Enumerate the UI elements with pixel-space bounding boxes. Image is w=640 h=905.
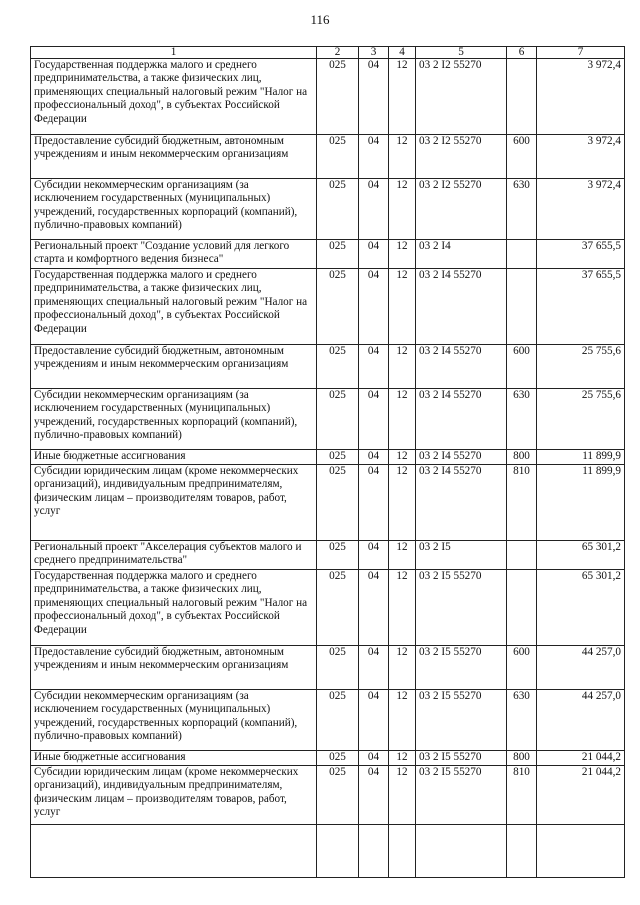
empty-cell — [317, 825, 359, 878]
table-row — [31, 751, 625, 766]
row-amount: 3 972,4 — [537, 59, 625, 135]
table-row — [31, 389, 625, 450]
page-number: 116 — [310, 12, 330, 27]
row-target-article: 03 2 I4 55270 — [416, 450, 507, 465]
empty-cell — [416, 825, 507, 878]
table-row — [31, 766, 625, 825]
row-code-ministry: 025 — [317, 450, 359, 465]
table-row — [31, 240, 625, 269]
row-name: Государственная поддержка малого и среднего предпринимательства, а также физических лиц, применяющих специальный налоговый режим "Налог на профессиональный доход", в субъектах Российской Федерации — [31, 570, 317, 646]
table-row — [31, 179, 625, 240]
row-name: Субсидии некоммерческим организациям (за исключением государственных (муниципальных) учреждений, государственных корпораций (компаний), публично-правовых компаний) — [31, 389, 317, 450]
row-expense-type — [507, 240, 537, 269]
table-row — [31, 646, 625, 690]
row-section: 04 — [359, 766, 389, 825]
row-subsection: 12 — [389, 240, 416, 269]
row-expense-type: 630 — [507, 389, 537, 450]
empty-cell — [507, 825, 537, 878]
row-target-article: 03 2 I4 55270 — [416, 389, 507, 450]
row-subsection: 12 — [389, 690, 416, 751]
row-section: 04 — [359, 465, 389, 541]
row-subsection: 12 — [389, 646, 416, 690]
row-target-article: 03 2 I4 55270 — [416, 345, 507, 389]
row-section: 04 — [359, 389, 389, 450]
row-section: 04 — [359, 646, 389, 690]
row-section: 04 — [359, 690, 389, 751]
row-subsection: 12 — [389, 541, 416, 570]
table-row — [31, 450, 625, 465]
row-name: Иные бюджетные ассигнования — [31, 450, 317, 465]
row-amount: 37 655,5 — [537, 240, 625, 269]
row-target-article: 03 2 I5 55270 — [416, 766, 507, 825]
table-row — [31, 345, 625, 389]
row-code-ministry: 025 — [317, 389, 359, 450]
row-section: 04 — [359, 179, 389, 240]
row-expense-type — [507, 570, 537, 646]
row-expense-type: 630 — [507, 179, 537, 240]
row-name: Государственная поддержка малого и среднего предпринимательства, а также физических лиц, применяющих специальный налоговый режим "Налог на профессиональный доход", в субъектах Российской Федерации — [31, 269, 317, 345]
row-expense-type: 800 — [507, 450, 537, 465]
row-amount: 25 755,6 — [537, 345, 625, 389]
row-code-ministry: 025 — [317, 135, 359, 179]
row-code-ministry: 025 — [317, 766, 359, 825]
row-code-ministry: 025 — [317, 690, 359, 751]
row-expense-type: 600 — [507, 646, 537, 690]
row-section: 04 — [359, 450, 389, 465]
row-section: 04 — [359, 269, 389, 345]
row-expense-type: 810 — [507, 465, 537, 541]
row-section: 04 — [359, 570, 389, 646]
row-amount: 11 899,9 — [537, 465, 625, 541]
row-expense-type — [507, 59, 537, 135]
row-name: Региональный проект "Акселерация субъектов малого и среднего предпринимательства" — [31, 541, 317, 570]
row-name: Государственная поддержка малого и среднего предпринимательства, а также физических лиц, применяющих специальный налоговый режим "Налог на профессиональный доход", в субъектах Российской Федерации — [31, 59, 317, 135]
header-col-7: 7 — [537, 47, 625, 59]
row-amount: 11 899,9 — [537, 450, 625, 465]
row-code-ministry: 025 — [317, 646, 359, 690]
row-code-ministry: 025 — [317, 269, 359, 345]
row-section: 04 — [359, 751, 389, 766]
row-target-article: 03 2 I2 55270 — [416, 179, 507, 240]
header-col-5: 5 — [416, 47, 507, 59]
row-target-article: 03 2 I2 55270 — [416, 135, 507, 179]
row-name: Субсидии некоммерческим организациям (за исключением государственных (муниципальных) учреждений, государственных корпораций (компаний), публично-правовых компаний) — [31, 690, 317, 751]
row-subsection: 12 — [389, 570, 416, 646]
row-name: Предоставление субсидий бюджетным, автономным учреждениям и иным некоммерческим организациям — [31, 646, 317, 690]
row-amount: 65 301,2 — [537, 570, 625, 646]
row-expense-type — [507, 269, 537, 345]
row-section: 04 — [359, 135, 389, 179]
row-subsection: 12 — [389, 751, 416, 766]
row-name: Предоставление субсидий бюджетным, автономным учреждениям и иным некоммерческим организациям — [31, 345, 317, 389]
row-target-article: 03 2 I4 55270 — [416, 465, 507, 541]
row-subsection: 12 — [389, 450, 416, 465]
row-target-article: 03 2 I5 55270 — [416, 570, 507, 646]
row-section: 04 — [359, 59, 389, 135]
row-expense-type: 810 — [507, 766, 537, 825]
row-section: 04 — [359, 345, 389, 389]
header-col-2: 2 — [317, 47, 359, 59]
row-expense-type: 600 — [507, 135, 537, 179]
header-col-6: 6 — [507, 47, 537, 59]
row-code-ministry: 025 — [317, 179, 359, 240]
table-row — [31, 570, 625, 646]
row-name: Субсидии юридическим лицам (кроме некоммерческих организаций), индивидуальным предпринимателям, физическим лицам – производителям товаров, работ, услуг — [31, 465, 317, 541]
header-col-4: 4 — [389, 47, 416, 59]
row-code-ministry: 025 — [317, 465, 359, 541]
row-name: Иные бюджетные ассигнования — [31, 751, 317, 766]
row-subsection: 12 — [389, 465, 416, 541]
row-section: 04 — [359, 541, 389, 570]
row-name: Субсидии юридическим лицам (кроме некоммерческих организаций), индивидуальным предпринимателям, физическим лицам – производителям товаров, работ, услуг — [31, 766, 317, 825]
budget-table — [30, 46, 625, 878]
row-name: Субсидии некоммерческим организациям (за исключением государственных (муниципальных) учреждений, государственных корпораций (компаний), публично-правовых компаний) — [31, 179, 317, 240]
row-subsection: 12 — [389, 345, 416, 389]
row-subsection: 12 — [389, 269, 416, 345]
row-subsection: 12 — [389, 389, 416, 450]
row-subsection: 12 — [389, 766, 416, 825]
empty-cell — [389, 825, 416, 878]
row-code-ministry: 025 — [317, 570, 359, 646]
row-amount: 21 044,2 — [537, 766, 625, 825]
row-amount: 44 257,0 — [537, 646, 625, 690]
row-subsection: 12 — [389, 179, 416, 240]
row-code-ministry: 025 — [317, 345, 359, 389]
row-target-article: 03 2 I4 — [416, 240, 507, 269]
row-target-article: 03 2 I5 55270 — [416, 751, 507, 766]
row-expense-type: 600 — [507, 345, 537, 389]
row-amount: 3 972,4 — [537, 179, 625, 240]
row-subsection: 12 — [389, 135, 416, 179]
row-expense-type — [507, 541, 537, 570]
table-row — [31, 465, 625, 541]
row-amount: 25 755,6 — [537, 389, 625, 450]
row-code-ministry: 025 — [317, 59, 359, 135]
row-name: Региональный проект "Создание условий для легкого старта и комфортного ведения бизнеса" — [31, 240, 317, 269]
empty-cell — [31, 825, 317, 878]
row-amount: 37 655,5 — [537, 269, 625, 345]
row-code-ministry: 025 — [317, 541, 359, 570]
row-code-ministry: 025 — [317, 751, 359, 766]
row-target-article: 03 2 I2 55270 — [416, 59, 507, 135]
row-subsection: 12 — [389, 59, 416, 135]
row-expense-type: 800 — [507, 751, 537, 766]
row-amount: 65 301,2 — [537, 541, 625, 570]
table-row — [31, 135, 625, 179]
table-row-empty — [31, 825, 625, 878]
row-amount: 21 044,2 — [537, 751, 625, 766]
table-row — [31, 541, 625, 570]
header-col-1: 1 — [31, 47, 317, 59]
row-amount: 44 257,0 — [537, 690, 625, 751]
row-amount: 3 972,4 — [537, 135, 625, 179]
row-code-ministry: 025 — [317, 240, 359, 269]
header-row — [31, 47, 625, 59]
empty-cell — [537, 825, 625, 878]
row-name: Предоставление субсидий бюджетным, автономным учреждениям и иным некоммерческим организациям — [31, 135, 317, 179]
row-section: 04 — [359, 240, 389, 269]
table-row — [31, 690, 625, 751]
row-expense-type: 630 — [507, 690, 537, 751]
row-target-article: 03 2 I5 — [416, 541, 507, 570]
header-col-3: 3 — [359, 47, 389, 59]
row-target-article: 03 2 I4 55270 — [416, 269, 507, 345]
empty-cell — [359, 825, 389, 878]
row-target-article: 03 2 I5 55270 — [416, 690, 507, 751]
table-row — [31, 269, 625, 345]
table-row — [31, 59, 625, 135]
row-target-article: 03 2 I5 55270 — [416, 646, 507, 690]
